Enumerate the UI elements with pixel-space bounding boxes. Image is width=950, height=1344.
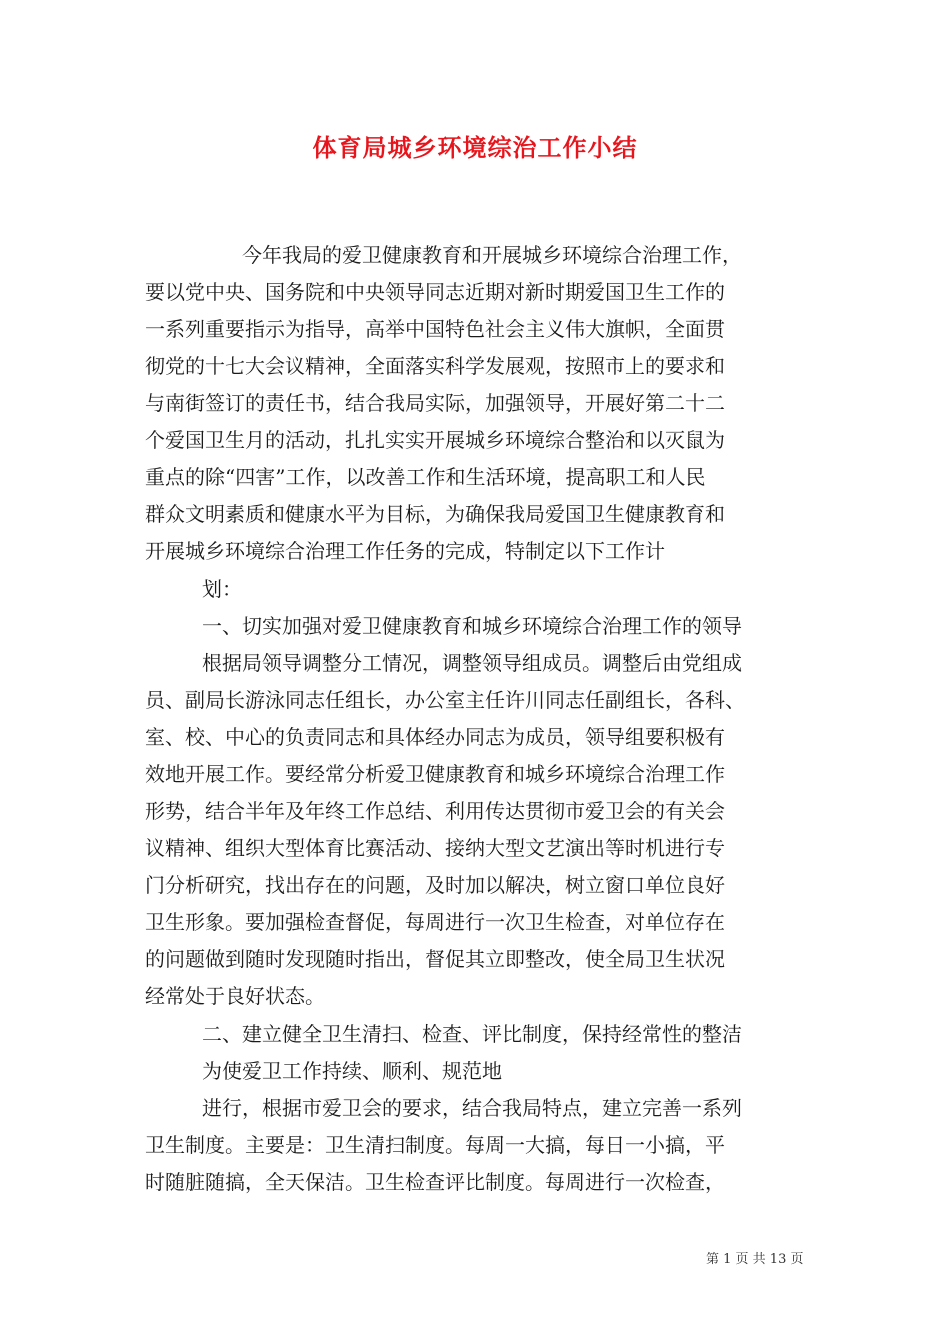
text-line: 与南街签订的责任书，结合我局实际，加强领导，开展好第二十二 [145, 391, 725, 415]
text-line: 时随脏随搞，全天保洁。卫生检查评比制度。每周进行一次检查， [145, 1170, 725, 1194]
text-line: 划： [202, 577, 242, 601]
page-number: 第 1 页 共 13 页 [706, 1252, 804, 1267]
text-line: 经常处于良好状态。 [145, 984, 325, 1008]
text-line: 为使爱卫工作持续、顺利、规范地 [202, 1059, 502, 1083]
text-line: 重点的除“四害”工作，以改善工作和生活环境，提高职工和人民 [145, 465, 706, 489]
text-line: 个爱国卫生月的活动，扎扎实实开展城乡环境综合整治和以灭鼠为 [145, 428, 725, 452]
text-line: 员、副局长游泳同志任组长，办公室主任许川同志任副组长，各科、 [145, 688, 745, 712]
text-line: 今年我局的爱卫健康教育和开展城乡环境综合治理工作， [242, 243, 742, 267]
text-line: 根据局领导调整分工情况，调整领导组成员。调整后由党组成 [202, 651, 742, 675]
text-line: 效地开展工作。要经常分析爱卫健康教育和城乡环境综合治理工作 [145, 762, 725, 786]
text-line: 进行，根据市爱卫会的要求，结合我局特点，建立完善一系列 [202, 1096, 742, 1120]
text-line: 室、校、中心的负责同志和具体经办同志为成员，领导组要积极有 [145, 725, 725, 749]
text-line: 群众文明素质和健康水平为目标，为确保我局爱国卫生健康教育和 [145, 502, 725, 526]
text-line: 议精神、组织大型体育比赛活动、接纳大型文艺演出等时机进行专 [145, 836, 725, 860]
text-line: 的问题做到随时发现随时指出，督促其立即整改，使全局卫生状况 [145, 947, 725, 971]
text-line: 彻党的十七大会议精神，全面落实科学发展观，按照市上的要求和 [145, 354, 725, 378]
text-line: 一系列重要指示为指导，高举中国特色社会主义伟大旗帜，全面贯 [145, 317, 725, 341]
section-heading: 二、建立健全卫生清扫、检查、评比制度，保持经常性的整洁 [202, 1022, 742, 1046]
text-line: 开展城乡环境综合治理工作任务的完成，特制定以下工作计 [145, 539, 665, 563]
text-line: 要以党中央、国务院和中央领导同志近期对新时期爱国卫生工作的 [145, 280, 725, 304]
text-line: 卫生形象。要加强检查督促，每周进行一次卫生检查，对单位存在 [145, 910, 725, 934]
text-line: 门分析研究，找出存在的问题，及时加以解决，树立窗口单位良好 [145, 873, 725, 897]
section-heading: 一、切实加强对爱卫健康教育和城乡环境综合治理工作的领导 [202, 614, 742, 638]
text-line: 形势，结合半年及年终工作总结、利用传达贯彻市爱卫会的有关会 [145, 799, 725, 823]
text-line: 卫生制度。主要是：卫生清扫制度。每周一大搞，每日一小搞，平 [145, 1133, 725, 1157]
document-title: 体育局城乡环境综治工作小结 [312, 133, 638, 162]
